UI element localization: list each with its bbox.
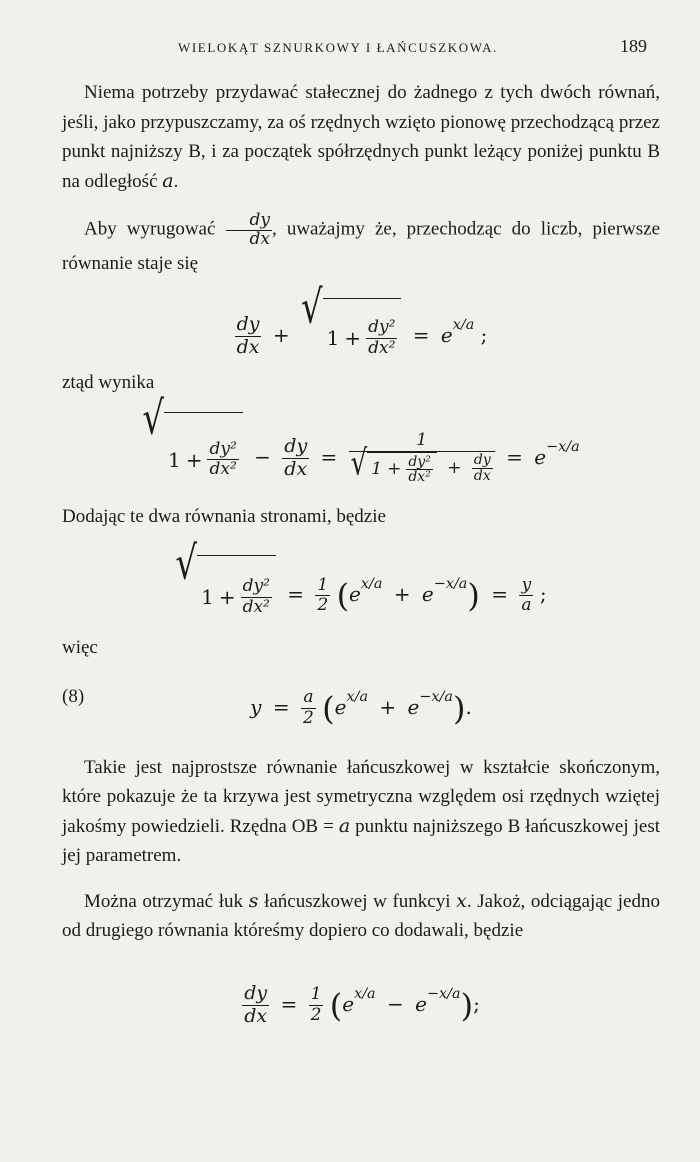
eq3-den: dx² [242,596,270,617]
radical-sign-2: √ [142,391,164,446]
paragraph-1-text: Niema potrzeby przydawać stałecznej do żadnego z tych dwóch równań, jeśli, jako przypuszczamy, za oś rzędnych wzięto pionowę przechodzącą przez punkt najniższy B, i za początek spółrzędnych punkt leżący poniżej punktu B na odległość [62,82,660,192]
eq3-exponent: x/a [360,576,383,593]
eq1-frac-dy2-dx2 [366,318,397,358]
eq3-sqrt [175,536,275,636]
eq8-exponent-2: −x/a [419,688,453,705]
paragraph-2-end: , uważajmy że, przechodząc do liczb, pierwsze równanie staje się [62,218,661,274]
close-paren-2: ) [452,689,466,728]
eq3-radicand [197,555,276,636]
eq4-frac-dy-dx [242,983,269,1028]
paragraph-3-text: ztąd wynika [62,372,155,394]
eq1-semicolon: ; [480,323,488,348]
eq3-e-2: e [421,582,434,607]
paragraph-1-end: . [173,170,179,192]
eq2-one: 1 [167,447,181,472]
eq1-e: e [440,323,453,348]
eq3-frac-half [315,576,330,616]
eq2-den-2: dx [284,457,308,480]
eq4-equals: = [280,991,298,1016]
eq8-period: . [465,694,472,719]
paragraph-2-start: Aby wyrugować [84,218,216,240]
eq4-num-2: 1 [310,984,322,1005]
eq2-sqrt-2 [350,443,437,486]
eq2-one-2: 1 [371,459,383,480]
paragraph-2 [62,212,660,278]
eq2-equals-2: = [506,444,523,469]
radical-sign-3: √ [350,443,368,484]
eq1-plus: + [272,323,290,348]
eq2-num-2: dy [284,434,308,457]
paragraph-5-text: więc [62,637,98,659]
open-paren: ( [336,576,350,615]
eq1-plus-2: + [344,326,362,351]
eq2-radicand-2 [367,452,437,485]
eq4-minus: − [387,991,404,1016]
paragraph-7-text: Można otrzymać łuk [84,890,244,912]
eq2-equals: = [320,444,338,469]
eq2-den-5: dx [473,467,491,484]
eq1-equals: = [412,323,430,348]
radical-sign-4: √ [175,536,198,591]
eq8-equals: = [272,694,290,719]
eq3-plus: + [218,585,236,610]
eq3-num: dy² [242,576,270,597]
eq3-e: e [349,582,361,607]
eq3-num-3: y [519,576,533,597]
eq8-den: 2 [302,707,314,728]
fraction-denominator: dx [249,228,270,249]
eq3-equals-2: = [491,582,508,607]
eq2-frac-dy-dx [282,436,309,481]
paragraph-7-end: . Jakoż, odciągając jedno od drugiego równania któreśmy dopiero co dodawali, będzie [62,890,660,942]
eq2-den-4: dx² [408,469,431,486]
eq2-minus: − [254,444,271,469]
eq1-frac-dy-dx [235,314,262,359]
equation-1 [62,280,660,362]
eq1-radicand [323,298,402,375]
eq4-e-2: e [415,991,427,1016]
equation-8 [62,665,660,729]
eq2-exponent: −x/a [546,438,580,455]
eq1-sqrt [300,280,401,375]
eq2-frac-dy2-dx2 [207,440,238,480]
eq2-frac-inner-2 [472,453,493,483]
close-paren-3: ) [460,986,474,1025]
paragraph-6 [62,753,660,871]
eq2-plus-2: + [387,459,402,480]
eq8-frac-a-2 [301,688,316,728]
eq4-e: e [342,991,355,1016]
eq1-exponent: x/a [452,317,475,334]
paragraph-6-end: punktu najniższego B łańcuszkowej jest jej parametrem. [62,815,661,867]
eq3-frac-dy2-dx2 [241,577,272,617]
eq2-num-5: dy [473,452,491,469]
eq8-num: a [301,688,316,709]
eq8-y: y [250,694,262,719]
eq8-e-2: e [407,694,420,719]
radical-sign: √ [300,280,323,335]
page-number: 189 [620,36,647,56]
eq2-sqrt [142,391,242,505]
eq1-num: dy [236,313,260,336]
paragraph-7 [62,887,660,946]
eq3-equals: = [287,582,305,607]
eq4-num: dy [244,981,268,1004]
equation-number-8: (8) [62,685,85,707]
eq4-den-2: 2 [310,1004,322,1025]
eq2-den-3 [349,443,495,486]
eq1-one: 1 [326,326,340,351]
paragraph-7-mid: łańcuszkowej w funkcyi [264,890,451,912]
eq2-den: dx² [209,459,237,480]
eq2-frac-reciprocal [349,431,495,485]
eq3-num-2: 1 [317,574,329,595]
close-paren: ) [467,576,480,615]
paragraph-6-text: Takie jest najprostsze równanie łańcuszkowej w kształcie skończonym, które pokazuje że ta krzywa jest symetryczna względem osi rzędnych wziętej jakośmy powiedzieli. Rzędna OB = [62,756,660,837]
equation-2 [62,391,660,492]
paragraph-4-text: Dodając te dwa równania stronami, będzie [62,505,386,527]
variable-a: a [162,169,174,192]
equation-4 [62,958,660,1030]
variable-s: s [248,889,259,912]
page-body [62,78,660,1030]
eq1-den: dx [236,336,260,359]
paragraph-1 [62,78,660,196]
eq3-exponent-2: −x/a [433,576,468,593]
eq2-num-3: 1 [349,431,495,452]
equation-3 [62,536,660,623]
eq8-e: e [334,694,347,719]
eq4-den: dx [244,1004,268,1027]
fraction-dy-dx [226,212,273,249]
variable-a-2: a [338,814,351,837]
eq8-plus: + [379,694,397,719]
eq2-e: e [534,444,547,469]
eq3-plus-2: + [393,582,411,607]
eq2-frac-inner [406,455,432,485]
eq3-den-3: a [521,595,532,616]
eq4-exponent: x/a [354,985,376,1002]
open-paren-2: ( [322,689,335,728]
eq8-exponent: x/a [346,688,369,705]
fraction-numerator: dy [226,212,273,231]
eq2-plus-3: + [447,457,462,478]
eq1-num-2: dy² [368,317,396,338]
eq2-num-4: dy² [408,453,431,470]
eq4-frac-half [309,985,324,1025]
running-head: WIELOKĄT SZNURKOWY I ŁAŃCUSZKOWA. [178,40,498,55]
paragraph-5 [62,633,660,663]
eq1-den-2: dx² [368,337,396,358]
eq3-semicolon: ; [539,582,547,607]
eq3-frac-y-a [519,576,533,616]
eq2-radicand [164,412,243,505]
eq2-num: dy² [209,438,237,459]
open-paren-3: ( [329,986,343,1025]
eq3-one: 1 [201,585,214,610]
eq3-den-2: 2 [317,595,329,616]
eq2-plus: + [185,447,203,472]
variable-x: x [456,889,467,912]
page-header [0,36,700,60]
eq4-semicolon: ; [473,991,480,1016]
eq4-exponent-2: −x/a [426,985,461,1002]
